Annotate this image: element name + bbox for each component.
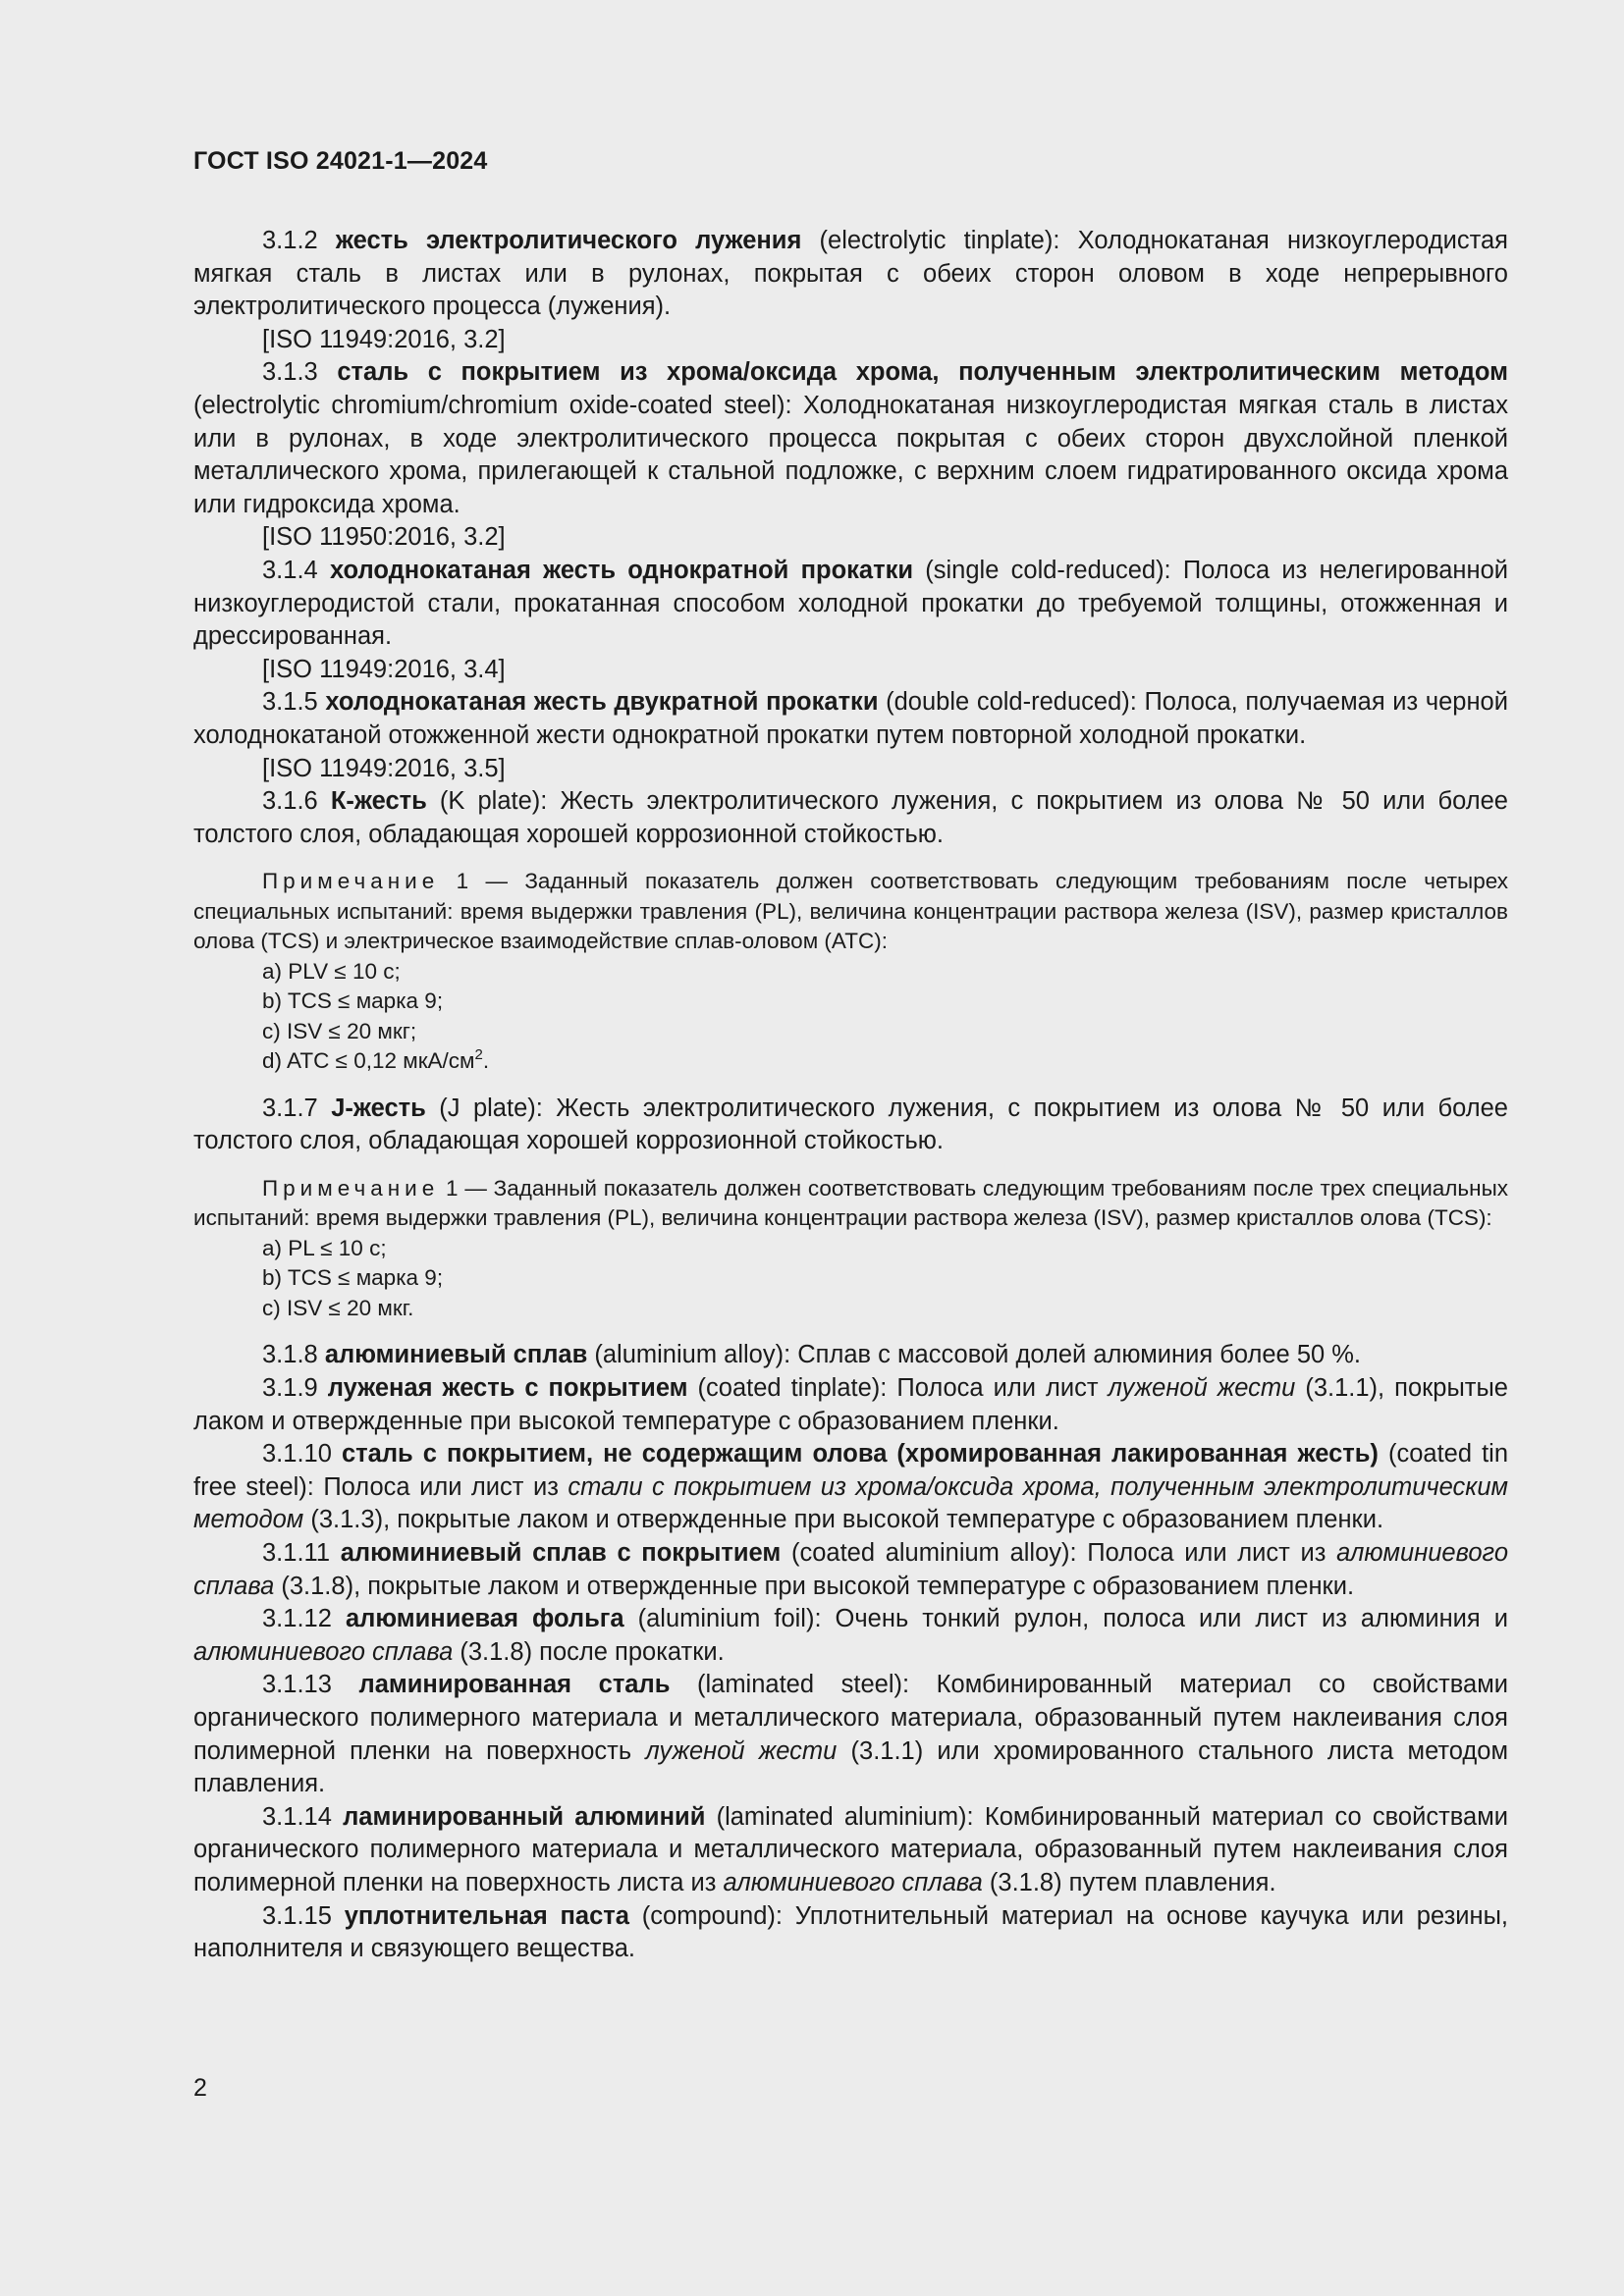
definition-paragraph (193, 356, 1508, 521)
term: сталь с покрытием, не содержащим олова (хромированная лакированная жесть) (341, 1440, 1379, 1468)
text-run: (aluminium alloy): Сплав с массовой долей алюминия более 50 %. (587, 1341, 1362, 1369)
text-run: 3.1.2 (262, 227, 336, 254)
term: уплотнительная паста (344, 1901, 629, 1930)
text-run: 3.1.14 (262, 1802, 344, 1831)
text-run: 3.1.4 (262, 556, 330, 584)
term-reference: алюминиевого сплава (723, 1868, 983, 1896)
text-run: (3.1.8) путем плавления. (982, 1868, 1276, 1896)
text-run: 3.1.3 (262, 358, 338, 387)
text-run: (laminated steel): Комбинированный материал со свойствами органического полимерного материала и металлического материала, образованный путем наклеивания слоя полимерной пленки на поверхность (193, 1671, 1508, 1765)
definition-paragraph (193, 785, 1508, 851)
note-paragraph (193, 867, 1508, 957)
note-item-text: a) PL ≤ 10 с; (262, 1235, 387, 1260)
term: J-жесть (331, 1094, 426, 1122)
source-reference: [ISO 11950:2016, 3.2] (262, 523, 506, 552)
text-run: 3.1.8 (262, 1341, 325, 1369)
note-item-text: a) PLV ≤ 10 с; (262, 958, 401, 984)
term-reference: алюминиевого сплава (193, 1637, 454, 1666)
document-body (193, 225, 1508, 1966)
note-item-text: c) ISV ≤ 20 мкг; (262, 1018, 417, 1043)
text-run: (laminated aluminium): Комбинированный материал со свойствами органического полимерного материала и металлического материала, образованный путем наклеивания слоя полимерной пленки на поверхность листа из (193, 1802, 1508, 1896)
definition-paragraph (193, 686, 1508, 752)
source-reference: [ISO 11949:2016, 3.2] (262, 325, 506, 353)
term: алюминиевая фольга (345, 1605, 624, 1633)
note-item-text: d) ATC ≤ 0,12 мкА/см (262, 1048, 475, 1074)
term: холоднокатаная жесть двукратной прокатки (325, 688, 879, 717)
page-number: 2 (193, 2074, 207, 2102)
text-run: (3.1.8) после прокатки. (453, 1637, 725, 1666)
term: К-жесть (330, 787, 427, 816)
note-list-item (193, 987, 1508, 1017)
text-run: 3.1.11 (262, 1539, 341, 1568)
note-label: Примечание (262, 869, 440, 894)
text-run: (electrolytic tinplate): Холоднокатаная низкоуглеродистая мягкая сталь в листах или в рулонах, покрытая с обеих сторон оловом в ходе непрерывного электролитического процесса (лужения). (193, 227, 1508, 321)
note-text: 1 — Заданный показатель должен соответствовать следующим требованиям после четырех специальных испытаний: время выдержки травления (PL), величина концентрации раствора железа (ISV), размер кристаллов олова (TCS) и электрическое взаимодействие сплав-оловом (ATC): (193, 869, 1508, 954)
text-run: (3.1.1) или хромированного стального листа методом плавления. (193, 1736, 1509, 1798)
text-run: (compound): Уплотнительный материал на основе каучука или резины, наполнителя и связующего вещества. (193, 1901, 1509, 1963)
definition-paragraph (193, 1438, 1508, 1537)
text-run: (single cold-reduced): Полоса из нелегированной низкоуглеродистой стали, прокатанная способом холодной прокатки до требуемой толщины, отожженная и дрессированная. (193, 556, 1508, 651)
note-list-item (193, 1263, 1508, 1294)
text-run: 3.1.12 (262, 1605, 346, 1633)
note-item-text: b) TCS ≤ марка 9; (262, 988, 444, 1014)
text-run: (3.1.8), покрытые лаком и отвержденные при высокой температуре с образованием пленки. (274, 1572, 1355, 1600)
definition-paragraph (193, 1372, 1508, 1438)
definition-paragraph (193, 1801, 1508, 1900)
text-run: (3.1.1), покрытые лаком и отвержденные при высокой температуре с образованием пленки. (193, 1374, 1508, 1435)
definition-paragraph (193, 1537, 1508, 1603)
definition-paragraph (193, 1669, 1508, 1800)
term: луженая жесть с покрытием (327, 1374, 688, 1403)
definition-paragraph (193, 1900, 1508, 1966)
text-run: 3.1.6 (262, 787, 331, 816)
text-run: (3.1.3), покрытые лаком и отвержденные при высокой температуре с образованием пленки. (303, 1506, 1384, 1534)
text-run: (K plate): Жесть электролитического лужения, с покрытием из олова № 50 или более толстого слоя, обладающая хорошей коррозионной стойкостью. (193, 787, 1508, 848)
text-run: 3.1.9 (262, 1374, 328, 1403)
text-run: 3.1.15 (262, 1901, 345, 1930)
definition-paragraph (193, 225, 1508, 324)
text-run: (coated aluminium alloy): Полоса или лист из (781, 1539, 1337, 1568)
note-block (193, 1174, 1508, 1324)
text-run: (coated tinplate): Полоса или лист (687, 1374, 1109, 1403)
superscript: 2 (474, 1046, 483, 1064)
note-item-text: c) ISV ≤ 20 мкг. (262, 1295, 414, 1320)
text-run: 3.1.7 (262, 1094, 332, 1122)
note-list-item (193, 1234, 1508, 1264)
text-run: 3.1.10 (262, 1440, 342, 1468)
text-run: 3.1.5 (262, 688, 326, 717)
document-header: ГОСТ ISO 24021-1—2024 (193, 147, 488, 175)
note-list-item (193, 957, 1508, 988)
note-paragraph (193, 1174, 1508, 1234)
note-item-suffix: . (482, 1048, 490, 1074)
term-reference: алюминиевого сплава (193, 1539, 1509, 1600)
definition-paragraph (193, 1603, 1508, 1669)
term: сталь с покрытием из хрома/оксида хрома, полученным электролитическим методом (337, 358, 1508, 387)
definition-paragraph (193, 1339, 1508, 1372)
text-run: (aluminium foil): Очень тонкий рулон, полоса или лист из алюминия и (623, 1605, 1509, 1633)
note-text: 1 — Заданный показатель должен соответствовать следующим требованиям после трех специальных испытаний: время выдержки травления (PL), величина концентрации раствора железа (ISV), размер кристаллов олова (TCS): (193, 1175, 1508, 1231)
definition-paragraph (193, 555, 1508, 654)
definition-paragraph (193, 1093, 1508, 1158)
text-run: (J plate): Жесть электролитического лужения, с покрытием из олова № 50 или более толстого слоя, обладающая хорошей коррозионной стойкостью. (193, 1094, 1508, 1155)
text-run: (electrolytic chromium/chromium oxide-coated steel): Холоднокатаная низкоуглеродистая мягкая сталь в листах или в рулонах, в ходе электролитического процесса покрытая с обеих сторон двухслойной пленкой металлического хрома, прилегающей к стальной подложке, с верхним слоем гидратированного оксида хрома или гидроксида хрома. (193, 391, 1508, 518)
term-reference: стали с покрытием из хрома/оксида хрома, полученным электролитическим методом (193, 1472, 1508, 1534)
source-reference: [ISO 11949:2016, 3.4] (262, 655, 506, 683)
note-list-item (193, 1046, 1508, 1077)
term: ламинированная сталь (358, 1671, 671, 1699)
text-run: 3.1.13 (262, 1671, 359, 1699)
note-item-text: b) TCS ≤ марка 9; (262, 1265, 444, 1291)
term-reference: луженой жести (645, 1736, 838, 1765)
note-list-item (193, 1017, 1508, 1047)
term: жесть электролитического лужения (335, 227, 802, 254)
source-reference: [ISO 11949:2016, 3.5] (262, 754, 506, 782)
note-block (193, 867, 1508, 1077)
term: холоднокатаная жесть однократной прокатки (329, 556, 914, 584)
term: ламинированный алюминий (343, 1802, 706, 1831)
text-run: (coated tin free steel): Полоса или лист из (193, 1440, 1509, 1501)
term-reference: луженой жести (1108, 1374, 1296, 1403)
text-run: (double cold-reduced): Полоса, получаемая из черной холоднокатаной отожженной жести однократной прокатки путем повторной холодной прокатки. (193, 688, 1508, 749)
note-label: Примечание (262, 1175, 440, 1201)
term: алюминиевый сплав (324, 1341, 588, 1369)
term: алюминиевый сплав с покрытием (340, 1539, 782, 1568)
note-list-item (193, 1294, 1508, 1324)
